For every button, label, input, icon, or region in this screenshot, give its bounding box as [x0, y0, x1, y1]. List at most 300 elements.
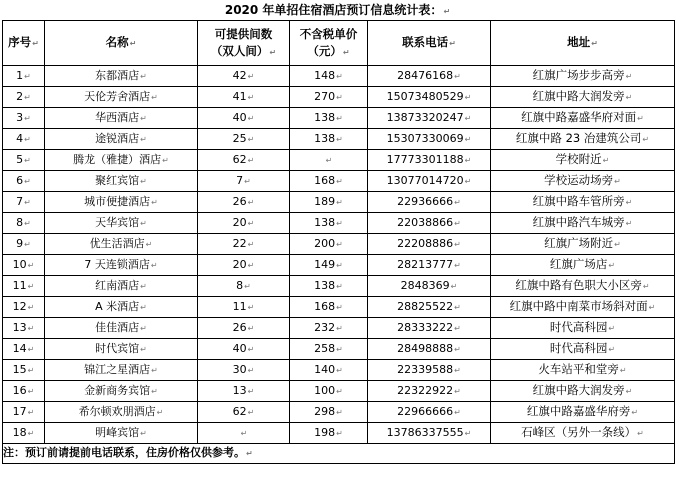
paragraph-mark-icon: ↵: [244, 282, 251, 291]
cell-price: [290, 276, 368, 297]
cell-rooms-text: 41: [232, 90, 247, 103]
cell-rooms: [198, 297, 290, 318]
paragraph-mark-icon: ↵: [336, 303, 343, 312]
paragraph-mark-icon: ↵: [336, 282, 343, 291]
cell-address-text: 红旗广场附近: [544, 236, 614, 250]
paragraph-mark-icon: ↵: [24, 177, 31, 186]
cell-hotel-name-text: 明峰宾馆: [95, 426, 140, 439]
paragraph-mark-icon: ↵: [336, 198, 343, 207]
cell-rooms-text: 40: [232, 111, 247, 124]
cell-index: [3, 66, 45, 87]
cell-phone: [368, 108, 491, 129]
cell-address-text: 红旗中路 23 冶建筑公司: [515, 131, 642, 145]
paragraph-mark-icon: ↵: [129, 39, 137, 48]
cell-index: [3, 255, 45, 276]
cell-index-text: 2: [16, 90, 24, 103]
paragraph-mark-icon: ↵: [631, 408, 639, 417]
cell-index: [3, 402, 45, 423]
paragraph-mark-icon: ↵: [454, 198, 461, 207]
table-row: [3, 255, 675, 276]
cell-hotel-name: [45, 129, 198, 150]
cell-phone: [368, 213, 491, 234]
cell-phone-text: 28476168: [397, 69, 454, 82]
paragraph-mark-icon: ↵: [325, 156, 333, 165]
cell-rooms-text: 40: [232, 342, 247, 355]
cell-address: [491, 129, 675, 150]
cell-index-text: 10: [12, 258, 27, 271]
cell-index: [3, 381, 45, 402]
paragraph-mark-icon: ↵: [151, 93, 158, 102]
paragraph-mark-icon: ↵: [450, 282, 458, 291]
header-name: 名称↵: [45, 21, 198, 66]
header-price: [290, 21, 368, 66]
table-row: [3, 192, 675, 213]
paragraph-mark-icon: ↵: [336, 219, 343, 228]
header-address: 地址↵: [491, 21, 675, 66]
paragraph-mark-icon: ↵: [464, 114, 472, 123]
cell-index-text: 5: [16, 153, 24, 166]
cell-hotel-name-text: 东都酒店: [95, 69, 140, 82]
note-text: 注：预订前请提前电话联系，住房价格仅供参考。: [3, 446, 245, 459]
paragraph-mark-icon: ↵: [625, 198, 633, 207]
paragraph-mark-icon: ↵: [336, 177, 343, 186]
paragraph-mark-icon: ↵: [637, 429, 644, 438]
cell-phone-text: 22339588: [397, 363, 454, 376]
cell-hotel-name: [45, 276, 198, 297]
cell-address-text: 红旗中路车管所旁: [532, 194, 625, 208]
cell-price-text: 168: [314, 174, 336, 187]
paragraph-mark-icon: ↵: [24, 219, 31, 228]
paragraph-mark-icon: ↵: [27, 282, 35, 291]
cell-hotel-name-text: 佳佳酒店: [95, 321, 140, 334]
cell-price-text: 198: [314, 426, 336, 439]
note-row: [3, 444, 675, 464]
cell-phone: [368, 66, 491, 87]
cell-price: [290, 129, 368, 150]
cell-hotel-name: [45, 318, 198, 339]
cell-address: [491, 192, 675, 213]
cell-phone-text: 22966666: [397, 405, 454, 418]
paragraph-mark-icon: ↵: [240, 429, 248, 438]
cell-index-text: 12: [12, 300, 27, 313]
paragraph-mark-icon: ↵: [140, 177, 147, 186]
cell-rooms: [198, 402, 290, 423]
paragraph-mark-icon: ↵: [269, 47, 277, 57]
paragraph-mark-icon: ↵: [336, 387, 343, 396]
table-title-text: 2020 年单招住宿酒店预订信息统计表：: [224, 3, 443, 17]
cell-rooms: [198, 255, 290, 276]
cell-phone: [368, 360, 491, 381]
cell-rooms-text: 8: [236, 279, 244, 292]
cell-address-text: 红旗广场店: [549, 257, 608, 271]
cell-address-text: 红旗中路中南菜市场斜对面: [509, 299, 648, 313]
cell-price-text: 168: [314, 300, 336, 313]
paragraph-mark-icon: ↵: [247, 219, 255, 228]
cell-index: [3, 423, 45, 444]
cell-price: [290, 87, 368, 108]
paragraph-mark-icon: ↵: [247, 387, 255, 396]
paragraph-mark-icon: ↵: [625, 219, 633, 228]
cell-rooms: [198, 360, 290, 381]
table-row: [3, 213, 675, 234]
cell-price: [290, 171, 368, 192]
cell-address: [491, 87, 675, 108]
cell-phone-text: 13873320247: [386, 111, 464, 124]
cell-rooms: [198, 318, 290, 339]
paragraph-mark-icon: ↵: [608, 345, 616, 354]
cell-hotel-name: [45, 423, 198, 444]
cell-rooms-text: 7: [236, 174, 244, 187]
cell-address-text: 红旗中路嘉盛华府旁: [526, 404, 631, 418]
cell-index-text: 17: [12, 405, 27, 418]
cell-index-text: 18: [12, 426, 27, 439]
cell-index-text: 15: [12, 363, 27, 376]
cell-address: [491, 255, 675, 276]
cell-index: [3, 108, 45, 129]
cell-address-text: 时代高科园: [549, 320, 608, 334]
cell-rooms: [198, 339, 290, 360]
paragraph-mark-icon: ↵: [247, 240, 255, 249]
cell-phone-text: 22322922: [397, 384, 454, 397]
paragraph-mark-icon: ↵: [247, 72, 255, 81]
paragraph-mark-icon: ↵: [247, 93, 255, 102]
table-header-row: [3, 21, 675, 66]
paragraph-mark-icon: ↵: [454, 240, 461, 249]
paragraph-mark-icon: ↵: [619, 366, 627, 375]
paragraph-mark-icon: ↵: [24, 240, 31, 249]
cell-hotel-name-text: 7 天连锁酒店: [84, 258, 150, 271]
header-price-line1: 不含税单价: [299, 26, 358, 41]
paragraph-mark-icon: ↵: [151, 366, 158, 375]
cell-phone-text: 28825522: [397, 300, 454, 313]
cell-phone: [368, 423, 491, 444]
cell-hotel-name: [45, 297, 198, 318]
table-row: [3, 423, 675, 444]
paragraph-mark-icon: ↵: [336, 429, 343, 438]
paragraph-mark-icon: ↵: [464, 156, 472, 165]
cell-price-text: 232: [314, 321, 336, 334]
cell-index-text: 11: [12, 279, 27, 292]
cell-rooms-text: 13: [232, 384, 247, 397]
paragraph-mark-icon: ↵: [27, 366, 35, 375]
cell-hotel-name-text: 华西酒店: [95, 111, 140, 124]
cell-address: [491, 108, 675, 129]
cell-address-text: 红旗中路有色职大小区旁: [515, 278, 642, 292]
paragraph-mark-icon: ↵: [246, 449, 253, 458]
cell-index: [3, 297, 45, 318]
paragraph-mark-icon: ↵: [140, 282, 147, 291]
paragraph-mark-icon: ↵: [150, 261, 158, 270]
paragraph-mark-icon: ↵: [162, 156, 169, 165]
cell-price-text: 200: [314, 237, 336, 250]
cell-rooms-text: 11: [232, 300, 247, 313]
cell-hotel-name-text: 时代宾馆: [95, 342, 140, 355]
cell-price: [290, 360, 368, 381]
cell-index: [3, 87, 45, 108]
table-title: [0, 0, 675, 20]
cell-rooms: [198, 66, 290, 87]
paragraph-mark-icon: ↵: [140, 324, 147, 333]
paragraph-mark-icon: ↵: [27, 345, 35, 354]
cell-rooms-text: 42: [232, 69, 247, 82]
paragraph-mark-icon: ↵: [642, 135, 650, 144]
paragraph-mark-icon: ↵: [642, 282, 650, 291]
cell-price: [290, 297, 368, 318]
cell-hotel-name-text: 腾龙（雅捷）酒店: [73, 153, 162, 166]
paragraph-mark-icon: ↵: [614, 177, 621, 186]
cell-rooms: [198, 213, 290, 234]
paragraph-mark-icon: ↵: [140, 72, 147, 81]
paragraph-mark-icon: ↵: [336, 93, 343, 102]
cell-index: [3, 360, 45, 381]
header-index: 序号↵: [3, 21, 45, 66]
paragraph-mark-icon: ↵: [140, 303, 147, 312]
cell-hotel-name: [45, 66, 198, 87]
cell-rooms-text: 20: [232, 216, 247, 229]
cell-address: [491, 297, 675, 318]
header-rooms-line1: 可提供间数: [214, 26, 273, 41]
cell-address: [491, 276, 675, 297]
header-price-line2: （元）↵: [307, 43, 350, 58]
cell-hotel-name: [45, 381, 198, 402]
cell-index-text: 7: [16, 195, 24, 208]
cell-hotel-name: [45, 150, 198, 171]
cell-phone-text: 22208886: [397, 237, 454, 250]
paragraph-mark-icon: ↵: [336, 240, 343, 249]
cell-address-text: 红旗中路大润发旁: [532, 383, 625, 397]
paragraph-mark-icon: ↵: [151, 198, 158, 207]
table-row: [3, 87, 675, 108]
table-row: [3, 129, 675, 150]
paragraph-mark-icon: ↵: [454, 219, 461, 228]
cell-hotel-name: [45, 192, 198, 213]
cell-index: [3, 129, 45, 150]
paragraph-mark-icon: ↵: [336, 72, 343, 81]
cell-address-text: 红旗广场步步高旁: [532, 68, 625, 82]
paragraph-mark-icon: ↵: [247, 114, 255, 123]
table-row: [3, 318, 675, 339]
paragraph-mark-icon: ↵: [140, 429, 147, 438]
table-row: [3, 171, 675, 192]
cell-price-text: 298: [314, 405, 336, 418]
table-row: [3, 297, 675, 318]
cell-hotel-name-text: 希尔顿欢朋酒店: [78, 405, 156, 418]
paragraph-mark-icon: ↵: [464, 93, 472, 102]
paragraph-mark-icon: ↵: [454, 387, 461, 396]
paragraph-mark-icon: ↵: [27, 261, 35, 270]
cell-index: [3, 276, 45, 297]
cell-price: [290, 108, 368, 129]
paragraph-mark-icon: ↵: [454, 408, 461, 417]
cell-phone: [368, 150, 491, 171]
cell-address: [491, 381, 675, 402]
cell-address: [491, 318, 675, 339]
hotel-booking-table: [2, 20, 675, 464]
paragraph-mark-icon: ↵: [608, 261, 616, 270]
paragraph-mark-icon: ↵: [648, 303, 656, 312]
paragraph-mark-icon: ↵: [140, 345, 147, 354]
cell-phone: [368, 255, 491, 276]
paragraph-mark-icon: ↵: [24, 93, 31, 102]
paragraph-mark-icon: ↵: [637, 114, 644, 123]
paragraph-mark-icon: ↵: [342, 47, 350, 57]
paragraph-mark-icon: ↵: [336, 114, 343, 123]
cell-address-text: 石峰区（另外一条线）: [521, 425, 637, 439]
cell-price: [290, 213, 368, 234]
table-row: [3, 234, 675, 255]
cell-address-text: 火车站平和堂旁: [538, 362, 619, 376]
cell-address-text: 学校附近: [555, 152, 602, 166]
cell-rooms-text: 22: [232, 237, 247, 250]
paragraph-mark-icon: ↵: [336, 135, 343, 144]
cell-hotel-name: [45, 87, 198, 108]
paragraph-mark-icon: ↵: [454, 324, 461, 333]
cell-phone-text: 22038866: [397, 216, 454, 229]
cell-price-text: 138: [314, 216, 336, 229]
paragraph-mark-icon: ↵: [244, 177, 251, 186]
cell-index-text: 13: [12, 321, 27, 334]
cell-price: [290, 318, 368, 339]
cell-address-text: 学校运动场旁: [544, 173, 614, 187]
paragraph-mark-icon: ↵: [449, 39, 456, 48]
paragraph-mark-icon: ↵: [247, 261, 255, 270]
cell-phone-text: 17773301188: [386, 153, 464, 166]
paragraph-mark-icon: ↵: [336, 261, 343, 270]
cell-rooms: [198, 150, 290, 171]
paragraph-mark-icon: ↵: [247, 345, 255, 354]
cell-phone: [368, 234, 491, 255]
paragraph-mark-icon: ↵: [247, 366, 255, 375]
cell-hotel-name-text: 锦江之星酒店: [84, 363, 151, 376]
cell-rooms-text: 26: [232, 321, 247, 334]
paragraph-mark-icon: ↵: [32, 39, 39, 48]
cell-address-text: 红旗中路汽车城旁: [532, 215, 625, 229]
header-rooms: [198, 21, 290, 66]
paragraph-mark-icon: ↵: [625, 93, 633, 102]
paragraph-mark-icon: ↵: [464, 177, 472, 186]
note-cell: [3, 444, 675, 464]
table-row: [3, 360, 675, 381]
paragraph-mark-icon: ↵: [145, 240, 153, 249]
cell-address: [491, 339, 675, 360]
paragraph-mark-icon: ↵: [247, 156, 255, 165]
cell-phone: [368, 381, 491, 402]
cell-hotel-name: [45, 108, 198, 129]
paragraph-mark-icon: ↵: [464, 135, 472, 144]
cell-rooms-text: 25: [232, 132, 247, 145]
cell-address: [491, 234, 675, 255]
cell-hotel-name: [45, 234, 198, 255]
cell-hotel-name-text: 天华宾馆: [95, 216, 140, 229]
cell-address: [491, 402, 675, 423]
cell-price: [290, 66, 368, 87]
cell-rooms: [198, 381, 290, 402]
paragraph-mark-icon: ↵: [336, 324, 343, 333]
cell-hotel-name: [45, 402, 198, 423]
paragraph-mark-icon: ↵: [464, 429, 472, 438]
cell-price-text: 138: [314, 111, 336, 124]
cell-price-text: 138: [314, 132, 336, 145]
cell-address: [491, 66, 675, 87]
paragraph-mark-icon: ↵: [27, 408, 35, 417]
cell-rooms-text: 20: [232, 258, 247, 271]
cell-index-text: 3: [16, 111, 24, 124]
cell-index: [3, 213, 45, 234]
cell-address-text: 时代高科园: [549, 341, 608, 355]
cell-index: [3, 150, 45, 171]
paragraph-mark-icon: ↵: [24, 156, 31, 165]
cell-index-text: 14: [12, 342, 27, 355]
cell-hotel-name-text: 红南酒店: [95, 279, 140, 292]
cell-hotel-name: [45, 255, 198, 276]
header-phone: 联系电话↵: [368, 21, 491, 66]
table-row: [3, 108, 675, 129]
cell-address-text: 红旗中路嘉盛华府对面: [521, 110, 637, 124]
cell-rooms: [198, 87, 290, 108]
paragraph-mark-icon: ↵: [602, 156, 610, 165]
cell-phone-text: 28213777: [397, 258, 454, 271]
cell-phone: [368, 318, 491, 339]
cell-phone-text: 28498888: [397, 342, 454, 355]
cell-hotel-name-text: 优生活酒店: [89, 237, 145, 250]
cell-price-text: 100: [314, 384, 336, 397]
cell-phone: [368, 87, 491, 108]
cell-price: [290, 423, 368, 444]
paragraph-mark-icon: ↵: [614, 240, 621, 249]
cell-rooms: [198, 171, 290, 192]
table-row: [3, 381, 675, 402]
paragraph-mark-icon: ↵: [454, 72, 461, 81]
cell-rooms-text: 62: [232, 405, 247, 418]
paragraph-mark-icon: ↵: [24, 198, 31, 207]
cell-rooms: [198, 108, 290, 129]
cell-price-text: 140: [314, 363, 336, 376]
paragraph-mark-icon: ↵: [24, 72, 31, 81]
paragraph-mark-icon: ↵: [140, 114, 147, 123]
cell-rooms-text: 30: [232, 363, 247, 376]
cell-phone-text: 15073480529: [386, 90, 464, 103]
paragraph-mark-icon: ↵: [156, 408, 164, 417]
cell-phone-text: 13077014720: [386, 174, 464, 187]
paragraph-mark-icon: ↵: [27, 324, 35, 333]
cell-phone: [368, 129, 491, 150]
cell-rooms: [198, 276, 290, 297]
cell-rooms-text: 62: [232, 153, 247, 166]
paragraph-mark-icon: ↵: [140, 135, 147, 144]
cell-phone: [368, 171, 491, 192]
cell-phone-text: 13786337555: [386, 426, 464, 439]
cell-address: [491, 213, 675, 234]
cell-phone: [368, 276, 491, 297]
cell-index-text: 4: [16, 132, 24, 145]
cell-index: [3, 192, 45, 213]
cell-index-text: 1: [16, 69, 24, 82]
paragraph-mark-icon: ↵: [454, 366, 461, 375]
cell-price-text: 149: [314, 258, 336, 271]
paragraph-mark-icon: ↵: [625, 72, 633, 81]
paragraph-mark-icon: ↵: [140, 219, 147, 228]
paragraph-mark-icon: ↵: [625, 387, 633, 396]
paragraph-mark-icon: ↵: [151, 387, 158, 396]
cell-index: [3, 234, 45, 255]
paragraph-mark-icon: ↵: [608, 324, 616, 333]
paragraph-mark-icon: ↵: [247, 408, 255, 417]
paragraph-mark-icon: ↵: [443, 7, 451, 16]
table-row: [3, 66, 675, 87]
cell-price: [290, 339, 368, 360]
cell-price: [290, 402, 368, 423]
header-rooms-line2: （双人间）↵: [210, 43, 277, 58]
